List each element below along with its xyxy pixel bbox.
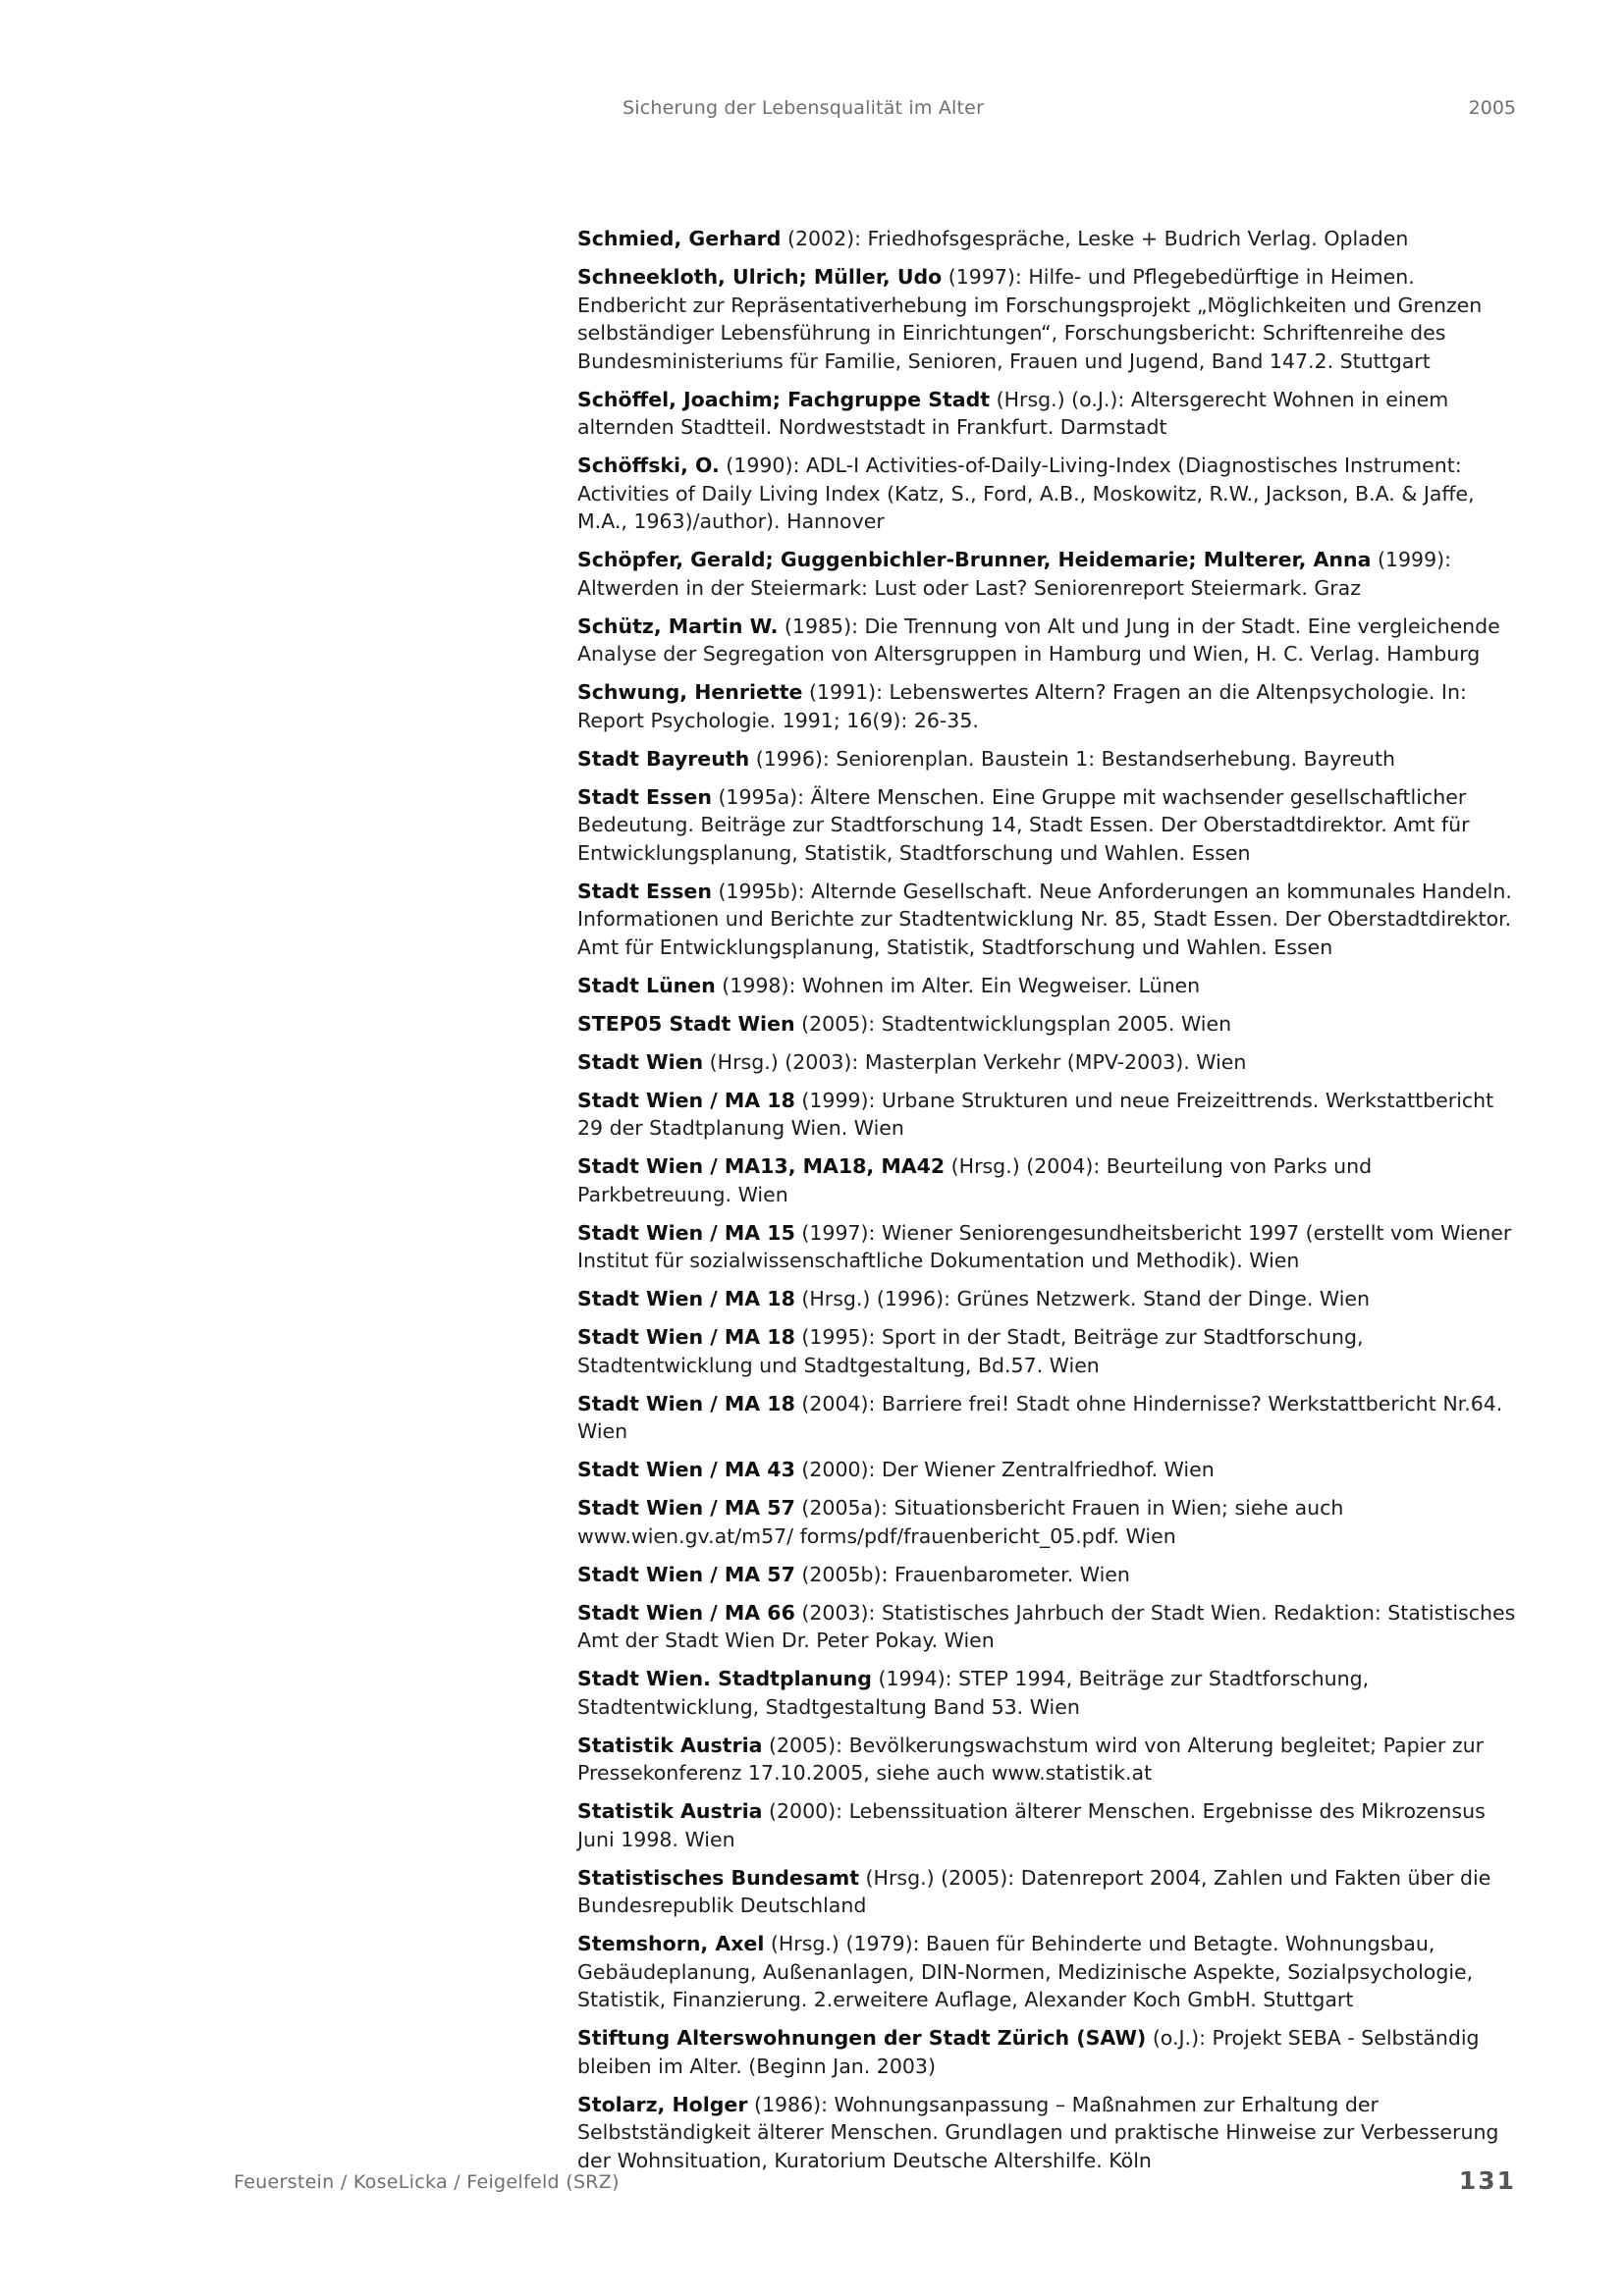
reference-author: Stadt Essen bbox=[577, 784, 712, 809]
reference-entry bbox=[577, 1930, 1520, 2014]
reference-author: Stadt Wien / MA 43 bbox=[577, 1458, 795, 1481]
reference-entry bbox=[577, 1456, 1520, 1484]
reference-author: Stolarz, Holger bbox=[577, 2092, 748, 2116]
page-number: 131 bbox=[1458, 2166, 1516, 2195]
reference-author: Schöffel, Joachim; Fachgruppe Stadt bbox=[577, 387, 991, 411]
reference-entry bbox=[577, 452, 1520, 536]
reference-text: (1999): Urbane Strukturen und neue Freizeittrends. Werkstattbericht 29 der Stadtplanung Wien. Wien bbox=[577, 1088, 1494, 1140]
running-footer-authors: Feuerstein / KoseLicka / Feigelfeld (SRZ) bbox=[234, 2171, 620, 2193]
reference-entry bbox=[577, 1864, 1520, 1920]
reference-entry bbox=[577, 1665, 1520, 1721]
reference-entry bbox=[577, 1494, 1520, 1550]
reference-author: Stadt Wien / MA 57 bbox=[577, 1562, 795, 1586]
reference-text: (2005): Bevölkerungswachstum wird von Alterung begleitet; Papier zur Pressekonferenz 17.10.2005, siehe auch www.statistik.at bbox=[577, 1733, 1485, 1785]
reference-author: Stadt Wien. Stadtplanung bbox=[577, 1667, 872, 1690]
running-header-year: 2005 bbox=[1468, 97, 1516, 119]
reference-text: (Hrsg.) (2003): Masterplan Verkehr (MPV-2003). Wien bbox=[703, 1049, 1247, 1074]
reference-entry bbox=[577, 225, 1520, 253]
reference-text: (1997): Hilfe- und Pflegebedürftige in Heimen. Endbericht zur Repräsentativerhebung im Forschungsprojekt „Möglichkeiten und Grenzen selbständiger Lebensführung in Einrichtungen“, Forschungsbericht: Schriftenreihe des Bundesministeriums für Familie, Senioren, Frauen und Jugend, Band 147.2. Stuttgart bbox=[577, 265, 1483, 373]
reference-author: Statistik Austria bbox=[577, 1733, 763, 1757]
reference-text: (Hrsg.) (1996): Grünes Netzwerk. Stand der Dinge. Wien bbox=[794, 1287, 1371, 1310]
reference-text: (2005b): Frauenbarometer. Wien bbox=[794, 1562, 1130, 1586]
reference-text: (2003): Statistisches Jahrbuch der Stadt Wien. Redaktion: Statistisches Amt der Stadt Wien Dr. Peter Pokay. Wien bbox=[577, 1600, 1516, 1652]
reference-entry bbox=[577, 1152, 1520, 1208]
reference-author: Stadt Wien / MA 18 bbox=[577, 1391, 795, 1415]
reference-entry bbox=[577, 678, 1520, 734]
reference-author: Stadt Wien / MA 18 bbox=[577, 1088, 795, 1112]
reference-author: Stadt Wien bbox=[577, 1049, 704, 1074]
reference-author: Schmied, Gerhard bbox=[577, 227, 782, 250]
reference-text: (1995a): Ältere Menschen. Eine Gruppe mit wachsender gesellschaftlicher Bedeutung. Beiträge zur Stadtforschung 14, Stadt Essen. Der Oberstadtdirektor. Amt für Entwicklungsplanung, Statistik, Stadtforschung und Wahlen. Essen bbox=[577, 784, 1470, 865]
reference-author: Stadt Lünen bbox=[577, 973, 716, 997]
reference-text: (Hrsg.) (2005): Datenreport 2004, Zahlen und Fakten über die Bundesrepublik Deutschland bbox=[577, 1865, 1491, 1917]
reference-text: (1985): Die Trennung von Alt und Jung in der Stadt. Eine vergleichende Analyse der Segregation von Altersgruppen in Hamburg und Wien, H. C. Verlag. Hamburg bbox=[577, 614, 1500, 666]
reference-text: (1998): Wohnen im Alter. Ein Wegweiser. Lünen bbox=[715, 973, 1201, 997]
reference-text: (1995b): Alternde Gesellschaft. Neue Anforderungen an kommunales Handeln. Informationen und Berichte zur Stadtentwicklung Nr. 85, Stadt Essen. Der Oberstadtdirektor. Amt für Entwicklungsplanung, Statistik, Stadtforschung und Wahlen. Essen bbox=[577, 879, 1512, 959]
reference-text: (2002): Friedhofsgespräche, Leske + Budrich Verlag. Opladen bbox=[781, 227, 1409, 250]
reference-author: Schütz, Martin W. bbox=[577, 614, 779, 638]
reference-author: STEP05 Stadt Wien bbox=[577, 1011, 795, 1036]
reference-text: (2000): Der Wiener Zentralfriedhof. Wien bbox=[794, 1458, 1215, 1481]
bibliography-list bbox=[577, 225, 1520, 2185]
reference-author: Stadt Wien / MA 66 bbox=[577, 1600, 795, 1625]
reference-entry bbox=[577, 1285, 1520, 1313]
reference-text: (1990): ADL-I Activities-of-Daily-Living-Index (Diagnostisches Instrument: Activities of Daily Living Index (Katz, S., Ford, A.B., Moskowitz, R.W., Jackson, B.A. & Jaffe, M.A., 1963)/author). Hannover bbox=[577, 454, 1475, 533]
reference-entry bbox=[577, 745, 1520, 774]
reference-author: Stadt Bayreuth bbox=[577, 746, 750, 771]
reference-text: (1996): Seniorenplan. Baustein 1: Bestandserhebung. Bayreuth bbox=[749, 746, 1396, 771]
reference-entry bbox=[577, 1390, 1520, 1446]
reference-text: (1999): Altwerden in der Steiermark: Lust oder Last? Seniorenreport Steiermark. Graz bbox=[577, 548, 1452, 600]
reference-entry bbox=[577, 1797, 1520, 1853]
reference-entry bbox=[577, 1087, 1520, 1143]
reference-author: Schöffski, O. bbox=[577, 454, 720, 477]
reference-author: Schöpfer, Gerald; Guggenbichler-Brunner, Heidemarie; Multerer, Anna bbox=[577, 548, 1372, 571]
reference-author: Stadt Wien / MA 57 bbox=[577, 1496, 795, 1520]
reference-author: Stadt Wien / MA 15 bbox=[577, 1220, 795, 1245]
running-header-title: Sicherung der Lebensqualität im Alter bbox=[623, 97, 985, 119]
reference-entry bbox=[577, 546, 1520, 602]
reference-text: (1994): STEP 1994, Beiträge zur Stadtforschung, Stadtentwicklung, Stadtgestaltung Band 53. Wien bbox=[577, 1667, 1370, 1719]
reference-text: (o.J.): Projekt SEBA - Selbständig bleiben im Alter. (Beginn Jan. 2003) bbox=[577, 2026, 1480, 2078]
reference-entry bbox=[577, 386, 1520, 442]
reference-text: (Hrsg.) (o.J.): Altersgerecht Wohnen in einem alternden Stadtteil. Nordweststadt in Frankfurt. Darmstadt bbox=[577, 387, 1449, 439]
reference-author: Stemshorn, Axel bbox=[577, 1932, 765, 1955]
reference-entry bbox=[577, 878, 1520, 962]
reference-text: (Hrsg.) (1979): Bauen für Behinderte und Betagte. Wohnungsbau, Gebäudeplanung, Außenanlagen, DIN-Normen, Medizinische Aspekte, Sozialpsychologie, Statistik, Finanzierung. 2.erweitere Auflage, Alexander Koch GmbH. Stuttgart bbox=[577, 1932, 1474, 2011]
reference-author: Statistik Austria bbox=[577, 1799, 763, 1823]
reference-entry bbox=[577, 263, 1520, 375]
reference-entry bbox=[577, 613, 1520, 668]
reference-text: (1997): Wiener Seniorengesundheitsbericht 1997 (erstellt vom Wiener Institut für sozialwissenschaftliche Dokumentation und Methodik). Wien bbox=[577, 1220, 1512, 1272]
reference-text: (2005): Stadtentwicklungsplan 2005. Wien bbox=[794, 1011, 1232, 1036]
reference-text: (2005a): Situationsbericht Frauen in Wien; siehe auch www.wien.gv.at/m57/ forms/pdf/frauenbericht_05.pdf. Wien bbox=[577, 1496, 1344, 1548]
reference-author: Stadt Wien / MA 18 bbox=[577, 1287, 795, 1310]
reference-author: Stadt Essen bbox=[577, 879, 712, 903]
reference-entry bbox=[577, 2091, 1520, 2175]
reference-entry bbox=[577, 1599, 1520, 1655]
reference-author: Schneekloth, Ulrich; Müller, Udo bbox=[577, 265, 943, 289]
reference-author: Stadt Wien / MA 18 bbox=[577, 1325, 795, 1349]
reference-entry bbox=[577, 1219, 1520, 1275]
reference-author: Stiftung Alterswohnungen der Stadt Zürich (SAW) bbox=[577, 2026, 1147, 2050]
reference-entry bbox=[577, 2024, 1520, 2080]
reference-author: Stadt Wien / MA13, MA18, MA42 bbox=[577, 1154, 946, 1178]
reference-entry bbox=[577, 1561, 1520, 1589]
reference-text: (1991): Lebenswertes Altern? Fragen an die Altenpsychologie. In: Report Psychologie. 1991; 16(9): 26-35. bbox=[577, 680, 1467, 732]
reference-text: (1986): Wohnungsanpassung – Maßnahmen zur Erhaltung der Selbstständigkeit älterer Menschen. Grundlagen und praktische Hinweise zur Verbesserung der Wohnsituation, Kuratorium Deutsche Altershilfe. Köln bbox=[577, 2092, 1499, 2172]
reference-entry bbox=[577, 1010, 1520, 1039]
reference-entry bbox=[577, 1732, 1520, 1788]
reference-text: (2000): Lebenssituation älterer Menschen. Ergebnisse des Mikrozensus Juni 1998. Wien bbox=[577, 1799, 1486, 1851]
reference-author: Schwung, Henriette bbox=[577, 680, 803, 704]
reference-entry bbox=[577, 972, 1520, 1000]
reference-entry bbox=[577, 783, 1520, 868]
reference-entry bbox=[577, 1048, 1520, 1077]
reference-text: (1995): Sport in der Stadt, Beiträge zur Stadtforschung, Stadtentwicklung und Stadtgestaltung, Bd.57. Wien bbox=[577, 1325, 1364, 1377]
reference-entry bbox=[577, 1323, 1520, 1379]
reference-text: (2004): Barriere frei! Stadt ohne Hindernisse? Werkstattbericht Nr.64. Wien bbox=[577, 1391, 1503, 1443]
reference-text: (Hrsg.) (2004): Beurteilung von Parks und Parkbetreuung. Wien bbox=[577, 1154, 1373, 1206]
reference-author: Statistisches Bundesamt bbox=[577, 1865, 860, 1890]
